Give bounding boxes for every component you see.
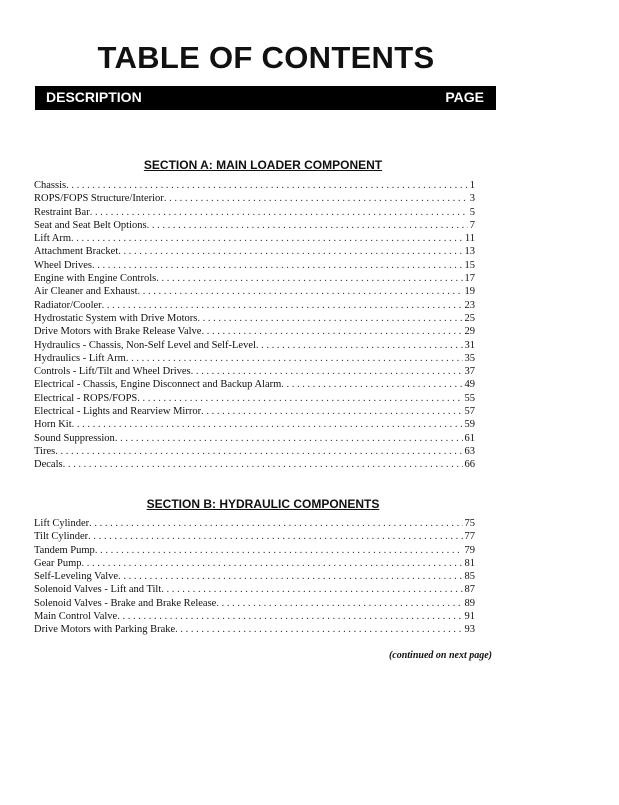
toc-entry-label: Tires: [34, 445, 56, 457]
toc-entry: [34, 557, 475, 570]
toc-entry-page: 89: [464, 597, 475, 609]
dot-leader: [89, 517, 462, 530]
page-column-header: PAGE: [445, 89, 484, 105]
toc-entry: [34, 583, 475, 596]
toc-entry: [34, 339, 475, 352]
toc-entry: [34, 245, 475, 258]
section-b-title: SECTION B: HYDRAULIC COMPONENTS: [146, 497, 380, 511]
toc-entry: [34, 432, 475, 445]
toc-entry: [34, 259, 475, 272]
toc-entry-label: Drive Motors with Parking Brake: [34, 624, 176, 636]
dot-leader: [164, 192, 468, 205]
toc-entry: [34, 392, 475, 405]
column-header-bar: [35, 86, 496, 110]
toc-entry-label: Electrical - Chassis, Engine Disconnect and Backup Alarm: [34, 379, 282, 391]
toc-entry-page: 55: [464, 392, 475, 404]
toc-entry-label: Electrical - Lights and Rearview Mirror: [34, 406, 202, 418]
dot-leader: [117, 610, 462, 623]
toc-entry-label: Restraint Bar: [34, 206, 90, 218]
toc-entry: [34, 285, 475, 298]
dot-leader: [102, 299, 463, 312]
toc-entry-page: 66: [464, 459, 475, 471]
toc-entry-page: 85: [464, 571, 475, 583]
dot-leader: [90, 206, 468, 219]
toc-entry-page: 77: [464, 531, 475, 543]
toc-entry-label: Self-Leveling Valve: [34, 571, 119, 583]
toc-entry-page: 19: [464, 286, 475, 298]
section-a-list: [34, 179, 475, 472]
toc-entry: [34, 179, 475, 192]
page-title: TABLE OF CONTENTS: [97, 40, 435, 75]
toc-entry: [34, 458, 475, 471]
toc-entry: [34, 597, 475, 610]
toc-entry-label: Hydraulics - Chassis, Non-Self Level and Self-Level: [34, 339, 256, 351]
toc-entry-page: 81: [464, 557, 475, 569]
toc-entry-label: Lift Cylinder: [34, 518, 90, 529]
section-b-list: [34, 517, 475, 637]
toc-entry: [34, 418, 475, 431]
dot-leader: [71, 232, 463, 245]
toc-entry-page: 61: [464, 432, 475, 444]
dot-leader: [147, 219, 468, 232]
toc-entry-page: 17: [464, 273, 475, 285]
dot-leader: [137, 392, 462, 405]
toc-entry-label: Electrical - ROPS/FOPS: [34, 392, 138, 404]
toc-entry: [34, 610, 475, 623]
toc-entry: [34, 352, 475, 365]
toc-entry-label: Attachment Bracket: [34, 246, 119, 258]
toc-entry: [34, 325, 475, 338]
toc-entry-page: 93: [464, 624, 475, 636]
toc-entry-label: Seat and Seat Belt Options: [34, 219, 147, 231]
toc-entry-label: Controls - Lift/Tilt and Wheel Drives: [34, 366, 191, 378]
toc-entry-page: 15: [464, 259, 475, 271]
toc-entry-page: 49: [464, 379, 475, 391]
toc-entry-label: Wheel Drives: [34, 259, 93, 271]
toc-entry-page: 11: [464, 233, 475, 245]
toc-entry: [34, 206, 475, 219]
toc-entry-label: Hydrostatic System with Drive Motors: [34, 312, 198, 324]
toc-entry: [34, 192, 475, 205]
toc-entry-label: Hydraulics - Lift Arm: [34, 352, 126, 364]
dot-leader: [118, 570, 462, 583]
dot-leader: [115, 432, 463, 445]
toc-entry: [34, 530, 475, 543]
toc-entry: [34, 299, 475, 312]
dot-leader: [138, 285, 463, 298]
toc-entry: [34, 445, 475, 458]
toc-entry-label: Solenoid Valves - Brake and Brake Release: [34, 597, 217, 609]
dot-leader: [201, 325, 462, 338]
dot-leader: [175, 623, 462, 636]
toc-entry: [34, 570, 475, 583]
toc-entry-label: Drive Motors with Brake Release Valve: [34, 326, 202, 338]
toc-entry-page: 91: [464, 611, 475, 623]
dot-leader: [256, 339, 463, 352]
toc-entry-page: 59: [464, 419, 475, 431]
toc-entry-label: ROPS/FOPS Structure/Interior: [34, 193, 164, 205]
dot-leader: [55, 445, 462, 458]
toc-entry: [34, 312, 475, 325]
toc-entry-page: 25: [464, 312, 475, 324]
dot-leader: [72, 418, 463, 431]
dot-leader: [66, 179, 468, 192]
section-a-title: SECTION A: MAIN LOADER COMPONENT: [143, 158, 383, 172]
toc-entry: [34, 517, 475, 530]
toc-entry-page: 87: [464, 584, 475, 596]
toc-entry-page: 35: [464, 352, 475, 364]
description-column-header: DESCRIPTION: [46, 89, 142, 105]
toc-entry-page: 13: [464, 246, 475, 258]
toc-entry-page: 79: [464, 544, 475, 556]
toc-entry-label: Engine with Engine Controls: [34, 273, 157, 285]
dot-leader: [88, 530, 462, 543]
dot-leader: [201, 405, 462, 418]
toc-entry: [34, 232, 475, 245]
toc-entry-label: Solenoid Valves - Lift and Tilt: [34, 584, 162, 596]
toc-entry-label: Sound Suppression: [34, 432, 115, 444]
toc-entry-label: Radiator/Cooler: [34, 299, 102, 311]
dot-leader: [281, 378, 462, 391]
toc-entry-label: Lift Arm: [34, 233, 72, 245]
dot-leader: [216, 597, 462, 610]
toc-entry-label: Horn Kit: [34, 419, 72, 431]
dot-leader: [126, 352, 463, 365]
dot-leader: [63, 458, 463, 471]
dot-leader: [95, 544, 463, 557]
toc-entry-page: 1: [469, 180, 475, 191]
toc-entry-page: 57: [464, 406, 475, 418]
toc-entry-label: Air Cleaner and Exhaust: [34, 286, 138, 298]
dot-leader: [92, 259, 462, 272]
toc-entry: [34, 378, 475, 391]
toc-entry: [34, 405, 475, 418]
dot-leader: [82, 557, 463, 570]
toc-entry-page: 63: [464, 445, 475, 457]
toc-entry-label: Tilt Cylinder: [34, 531, 89, 543]
dot-leader: [161, 583, 462, 596]
toc-entry-label: Decals: [34, 459, 63, 471]
toc-entry: [34, 272, 475, 285]
toc-entry-page: 31: [464, 339, 475, 351]
toc-entry-label: Tandem Pump: [34, 544, 95, 556]
toc-entry: [34, 365, 475, 378]
toc-entry: [34, 544, 475, 557]
toc-entry-label: Chassis: [34, 180, 67, 191]
continued-note: (continued on next page): [388, 650, 492, 661]
toc-entry-label: Main Control Valve: [34, 611, 118, 623]
toc-entry: [34, 219, 475, 232]
toc-entry-page: 23: [464, 299, 475, 311]
dot-leader: [197, 312, 462, 325]
dot-leader: [156, 272, 462, 285]
dot-leader: [191, 365, 463, 378]
dot-leader: [118, 245, 462, 258]
toc-entry-page: 5: [469, 206, 475, 218]
toc-entry-page: 29: [464, 326, 475, 338]
toc-entry-label: Gear Pump: [34, 557, 82, 569]
toc-entry: [34, 623, 475, 636]
toc-entry-page: 75: [464, 518, 475, 529]
toc-entry-page: 3: [469, 193, 475, 205]
toc-entry-page: 7: [469, 219, 475, 231]
toc-entry-page: 37: [464, 366, 475, 378]
